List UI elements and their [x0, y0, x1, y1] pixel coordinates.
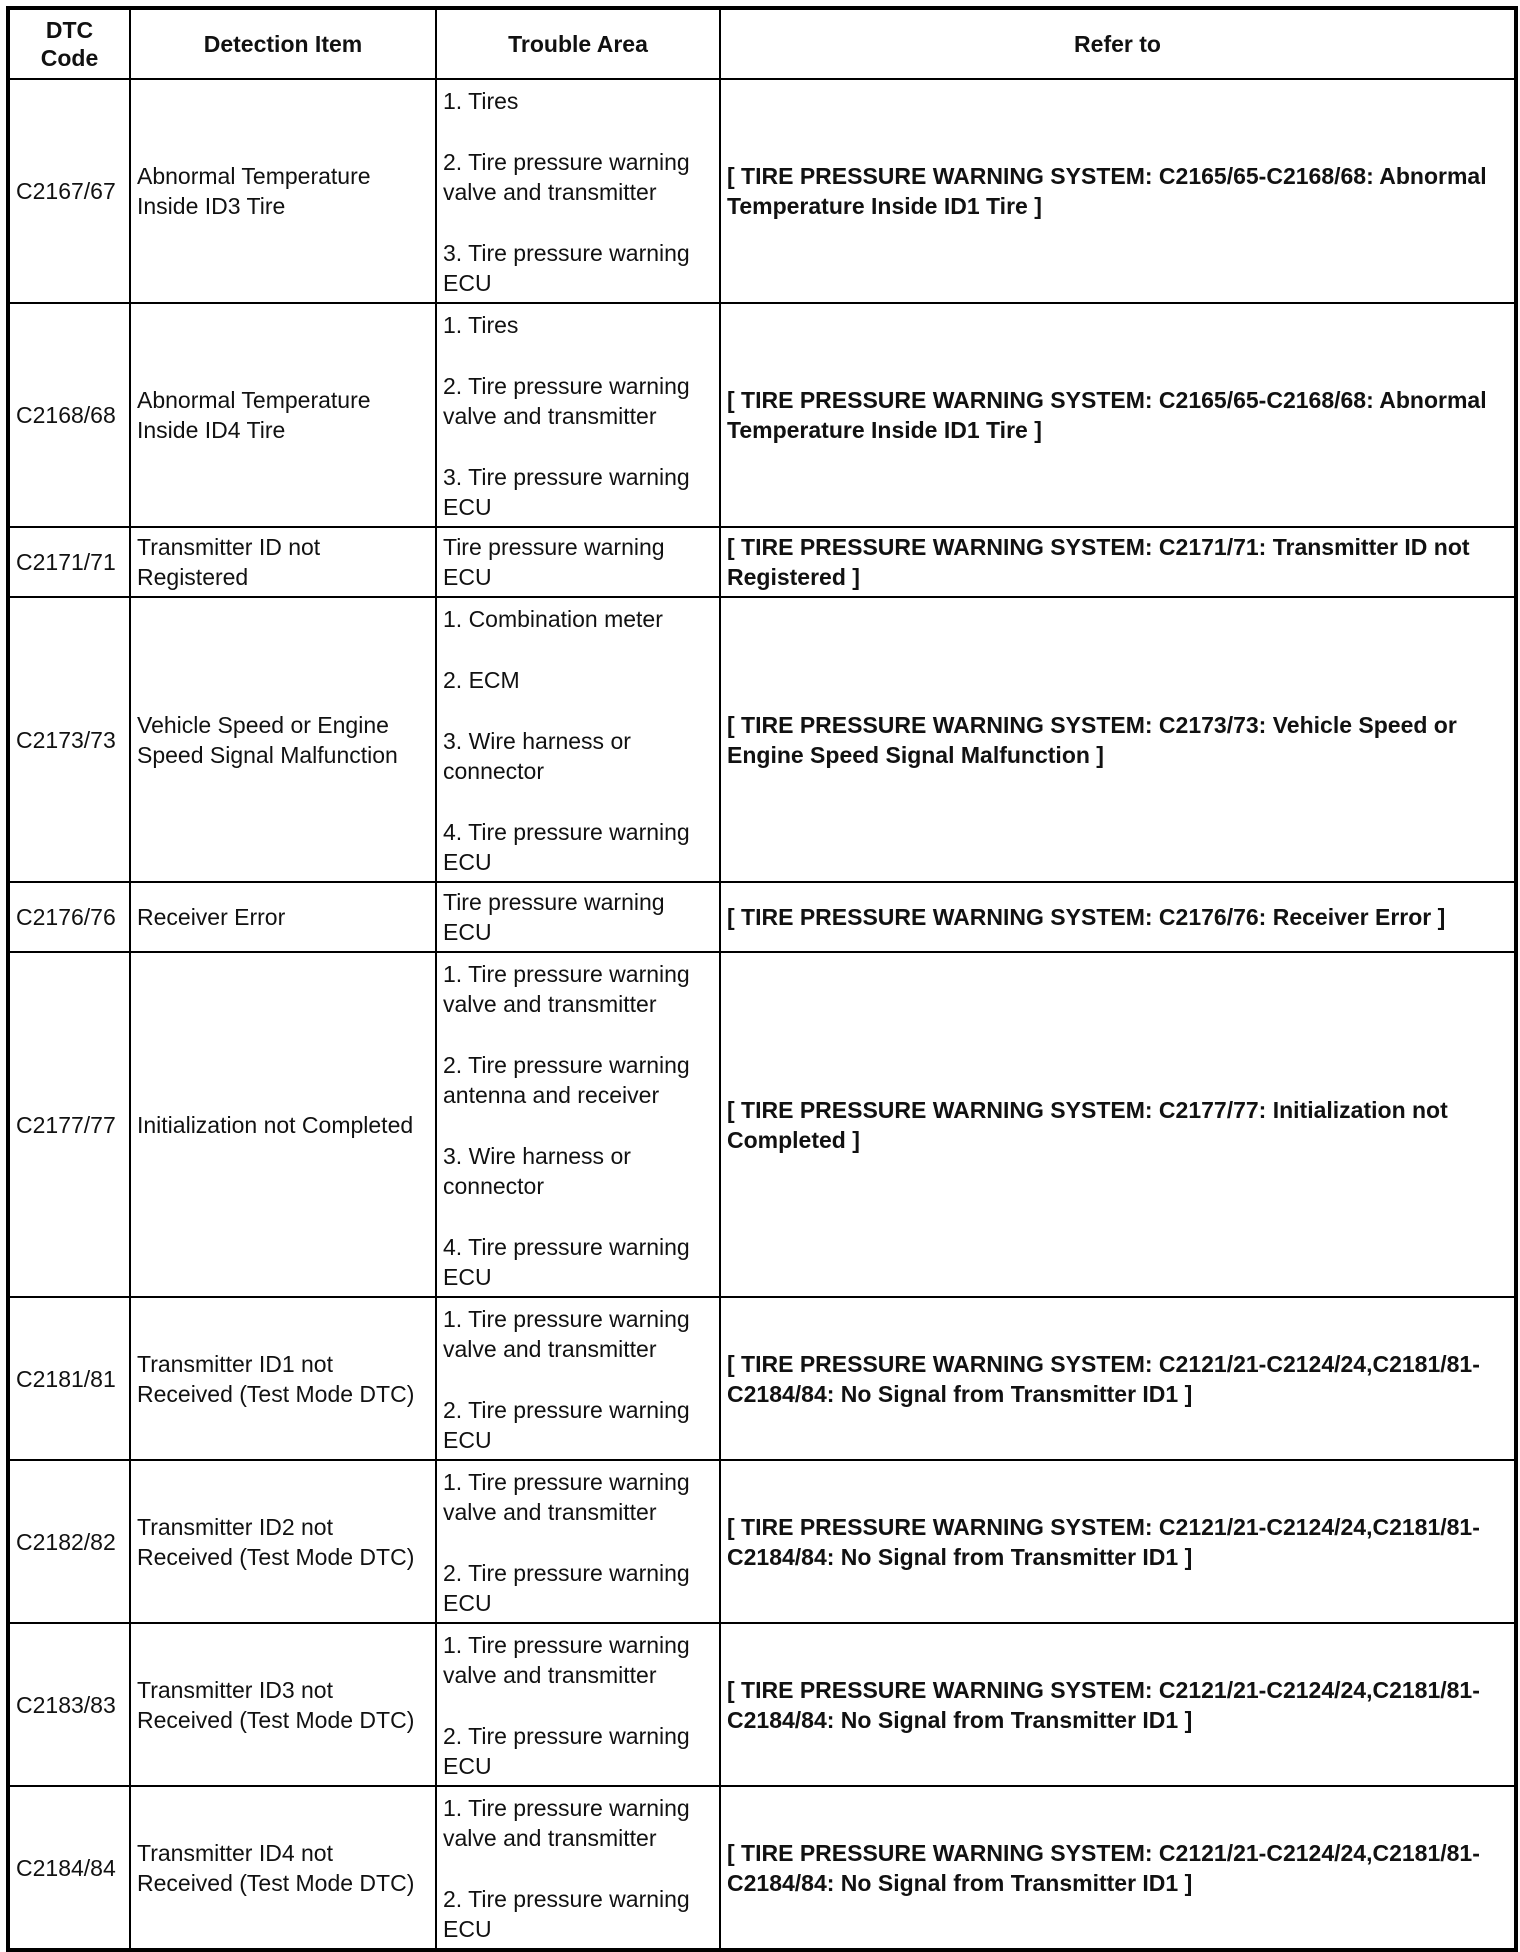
table-row: [8, 1786, 1516, 1950]
refer-to-link[interactable]: [ TIRE PRESSURE WARNING SYSTEM: C2121/21-C2124/24,C2181/81-C2184/84: No Signal from Transmitter ID1 ]: [720, 1297, 1516, 1460]
trouble-area-item: 3. Wire harness or connector: [443, 1143, 631, 1199]
refer-to-link[interactable]: [ TIRE PRESSURE WARNING SYSTEM: C2121/21-C2124/24,C2181/81-C2184/84: No Signal from Transmitter ID1 ]: [720, 1623, 1516, 1786]
detection-item-cell: Abnormal Temperature Inside ID3 Tire: [130, 79, 436, 303]
refer-to-link[interactable]: [ TIRE PRESSURE WARNING SYSTEM: C2173/73: Vehicle Speed or Engine Speed Signal Malfunction ]: [720, 597, 1516, 882]
trouble-area-cell: [436, 303, 720, 527]
table-row: [8, 79, 1516, 303]
detection-item-cell: Transmitter ID1 not Received (Test Mode DTC): [130, 1297, 436, 1460]
table-row: [8, 1297, 1516, 1460]
trouble-area-item: 4. Tire pressure warning ECU: [443, 1234, 690, 1290]
refer-to-link[interactable]: [ TIRE PRESSURE WARNING SYSTEM: C2177/77: Initialization not Completed ]: [720, 952, 1516, 1297]
trouble-area-item: 4. Tire pressure warning ECU: [443, 819, 690, 875]
dtc-table: [6, 6, 1518, 1952]
trouble-area-item: 2. ECM: [443, 667, 520, 693]
trouble-area-item: 1. Tire pressure warning valve and transmitter: [443, 1469, 690, 1525]
trouble-area-item: 1. Tire pressure warning valve and transmitter: [443, 1306, 690, 1362]
trouble-area-item: 3. Tire pressure warning ECU: [443, 240, 690, 296]
trouble-area-cell: [436, 1297, 720, 1460]
detection-item-cell: Transmitter ID4 not Received (Test Mode DTC): [130, 1786, 436, 1950]
trouble-area-item: 2. Tire pressure warning ECU: [443, 1886, 690, 1942]
trouble-area-cell: [436, 1786, 720, 1950]
trouble-area-cell: [436, 952, 720, 1297]
trouble-area-item: 2. Tire pressure warning valve and transmitter: [443, 149, 690, 205]
trouble-area-item: 3. Tire pressure warning ECU: [443, 464, 690, 520]
trouble-area-cell: [436, 882, 720, 952]
trouble-area-item: 1. Tire pressure warning valve and transmitter: [443, 1632, 690, 1688]
dtc-code-cell: C2177/77: [8, 952, 130, 1297]
detection-item-cell: Transmitter ID not Registered: [130, 527, 436, 597]
trouble-area-item: 3. Wire harness or connector: [443, 728, 631, 784]
trouble-area-item: Tire pressure warning ECU: [443, 889, 665, 945]
trouble-area-cell: [436, 1623, 720, 1786]
trouble-area-item: 1. Tire pressure warning valve and transmitter: [443, 961, 690, 1017]
header-dtc-code: [8, 8, 130, 79]
table-row: [8, 527, 1516, 597]
detection-item-cell: Vehicle Speed or Engine Speed Signal Malfunction: [130, 597, 436, 882]
dtc-code-cell: C2176/76: [8, 882, 130, 952]
dtc-code-cell: C2171/71: [8, 527, 130, 597]
refer-to-link[interactable]: [ TIRE PRESSURE WARNING SYSTEM: C2165/65-C2168/68: Abnormal Temperature Inside ID1 Tire ]: [720, 79, 1516, 303]
dtc-code-cell: C2167/67: [8, 79, 130, 303]
dtc-code-cell: C2168/68: [8, 303, 130, 527]
trouble-area-item: 2. Tire pressure warning valve and transmitter: [443, 373, 690, 429]
refer-to-link[interactable]: [ TIRE PRESSURE WARNING SYSTEM: C2165/65-C2168/68: Abnormal Temperature Inside ID1 Tire ]: [720, 303, 1516, 527]
header-dtc-code-line2: Code: [40, 45, 99, 71]
trouble-area-item: 1. Tires: [443, 312, 519, 338]
trouble-area-item: 2. Tire pressure warning ECU: [443, 1723, 690, 1779]
header-row: [8, 8, 1516, 79]
refer-to-link[interactable]: [ TIRE PRESSURE WARNING SYSTEM: C2121/21-C2124/24,C2181/81-C2184/84: No Signal from Transmitter ID1 ]: [720, 1460, 1516, 1623]
dtc-code-cell: C2183/83: [8, 1623, 130, 1786]
detection-item-cell: Transmitter ID3 not Received (Test Mode DTC): [130, 1623, 436, 1786]
trouble-area-item: Tire pressure warning ECU: [443, 534, 665, 590]
table-row: [8, 597, 1516, 882]
trouble-area-cell: [436, 79, 720, 303]
trouble-area-item: 1. Combination meter: [443, 606, 663, 632]
trouble-area-item: 1. Tire pressure warning valve and transmitter: [443, 1795, 690, 1851]
table-row: [8, 1460, 1516, 1623]
trouble-area-item: 2. Tire pressure warning antenna and receiver: [443, 1052, 690, 1108]
table-row: [8, 303, 1516, 527]
detection-item-cell: Abnormal Temperature Inside ID4 Tire: [130, 303, 436, 527]
trouble-area-cell: [436, 597, 720, 882]
dtc-code-cell: C2182/82: [8, 1460, 130, 1623]
trouble-area-cell: [436, 1460, 720, 1623]
trouble-area-item: 2. Tire pressure warning ECU: [443, 1397, 690, 1453]
header-dtc-code-line1: DTC: [45, 17, 94, 43]
refer-to-link[interactable]: [ TIRE PRESSURE WARNING SYSTEM: C2171/71: Transmitter ID not Registered ]: [720, 527, 1516, 597]
header-trouble-area: Trouble Area: [436, 8, 720, 79]
trouble-area-cell: [436, 527, 720, 597]
header-detection-item: Detection Item: [130, 8, 436, 79]
dtc-code-cell: C2173/73: [8, 597, 130, 882]
header-refer-to: Refer to: [720, 8, 1516, 79]
table-row: [8, 1623, 1516, 1786]
detection-item-cell: Initialization not Completed: [130, 952, 436, 1297]
trouble-area-item: 1. Tires: [443, 88, 519, 114]
refer-to-link[interactable]: [ TIRE PRESSURE WARNING SYSTEM: C2121/21-C2124/24,C2181/81-C2184/84: No Signal from Transmitter ID1 ]: [720, 1786, 1516, 1950]
dtc-table-body: [8, 79, 1516, 1950]
dtc-code-cell: C2181/81: [8, 1297, 130, 1460]
trouble-area-item: 2. Tire pressure warning ECU: [443, 1560, 690, 1616]
dtc-document: [6, 6, 1518, 1952]
refer-to-link[interactable]: [ TIRE PRESSURE WARNING SYSTEM: C2176/76: Receiver Error ]: [720, 882, 1516, 952]
table-row: [8, 882, 1516, 952]
table-row: [8, 952, 1516, 1297]
detection-item-cell: Transmitter ID2 not Received (Test Mode DTC): [130, 1460, 436, 1623]
detection-item-cell: Receiver Error: [130, 882, 436, 952]
dtc-code-cell: C2184/84: [8, 1786, 130, 1950]
